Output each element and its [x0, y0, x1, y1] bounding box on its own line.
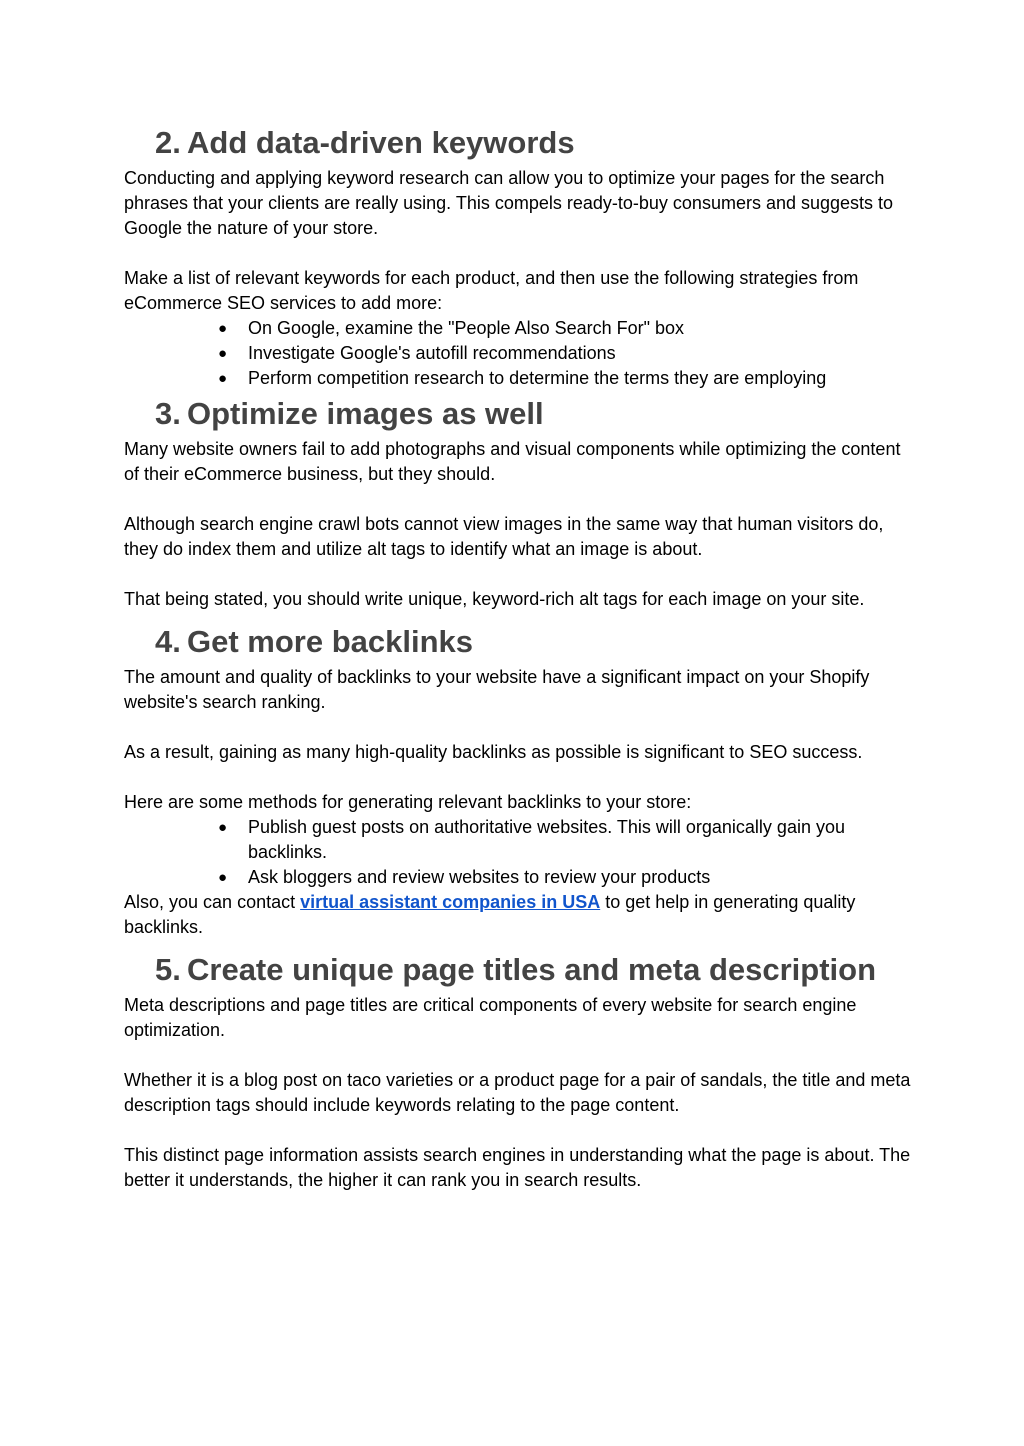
- section-heading-backlinks: [124, 619, 914, 665]
- paragraph: Whether it is a blog post on taco varieties or a product page for a pair of sandals, the title and meta description tags should include keywords relating to the page content.: [124, 1070, 911, 1115]
- paragraph: This distinct page information assists search engines in understanding what the page is about. The better it understands, the higher it can rank you in search results.: [124, 1145, 911, 1190]
- section-title: Add data-driven keywords: [187, 125, 575, 160]
- section-number: 4.: [155, 624, 181, 659]
- bullet-list: [124, 316, 914, 391]
- section-heading-keywords: [124, 120, 914, 166]
- bullet-icon: ●: [218, 345, 228, 362]
- section-heading-images: [124, 391, 914, 437]
- list-item: ● Publish guest posts on authoritative websites. This will organically gain you backlinks.: [218, 817, 845, 862]
- section-number: 5.: [155, 952, 181, 987]
- paragraph: That being stated, you should write unique, keyword-rich alt tags for each image on your site.: [124, 589, 865, 609]
- bullet-list: [124, 815, 914, 890]
- paragraph: Many website owners fail to add photographs and visual components while optimizing the content of their eCommerce business, but they should.: [124, 439, 901, 484]
- section-title: Optimize images as well: [187, 396, 544, 431]
- bullet-icon: ●: [218, 869, 228, 886]
- list-item: ● On Google, examine the "People Also Search For" box: [124, 316, 914, 341]
- paragraph: Here are some methods for generating relevant backlinks to your store:: [124, 792, 692, 812]
- paragraph: Make a list of relevant keywords for each product, and then use the following strategies from eCommerce SEO services to add more:: [124, 268, 859, 313]
- paragraph: Conducting and applying keyword research can allow you to optimize your pages for the search phrases that your clients are really using. This compels ready-to-buy consumers and suggests to Google the nature of your store.: [124, 168, 894, 238]
- bullet-icon: ●: [218, 320, 228, 337]
- bullet-icon: ●: [218, 370, 228, 387]
- virtual-assistant-link[interactable]: virtual assistant companies in USA: [300, 892, 601, 912]
- section-number: 2.: [155, 125, 181, 160]
- paragraph: Although search engine crawl bots cannot view images in the same way that human visitors do, they do index them and utilize alt tags to identify what an image is about.: [124, 514, 884, 559]
- section-title: Create unique page titles and meta description: [187, 952, 877, 987]
- paragraph: Also, you can contact virtual assistant companies in USA to get help in generating quality backlinks.: [124, 892, 856, 937]
- paragraph: Meta descriptions and page titles are critical components of every website for search engine optimization.: [124, 995, 857, 1040]
- list-item: ● Perform competition research to determine the terms they are employing: [124, 366, 914, 391]
- bullet-icon: ●: [218, 819, 228, 836]
- paragraph: The amount and quality of backlinks to your website have a significant impact on your Shopify website's search ranking.: [124, 667, 870, 712]
- list-item: ● Ask bloggers and review websites to review your products: [124, 865, 914, 890]
- section-title: Get more backlinks: [187, 624, 474, 659]
- document-content: [124, 120, 914, 1193]
- section-number: 3.: [155, 396, 181, 431]
- paragraph: As a result, gaining as many high-quality backlinks as possible is significant to SEO success.: [124, 742, 863, 762]
- list-item: ● Investigate Google's autofill recommendations: [124, 341, 914, 366]
- section-heading-meta: [124, 947, 914, 993]
